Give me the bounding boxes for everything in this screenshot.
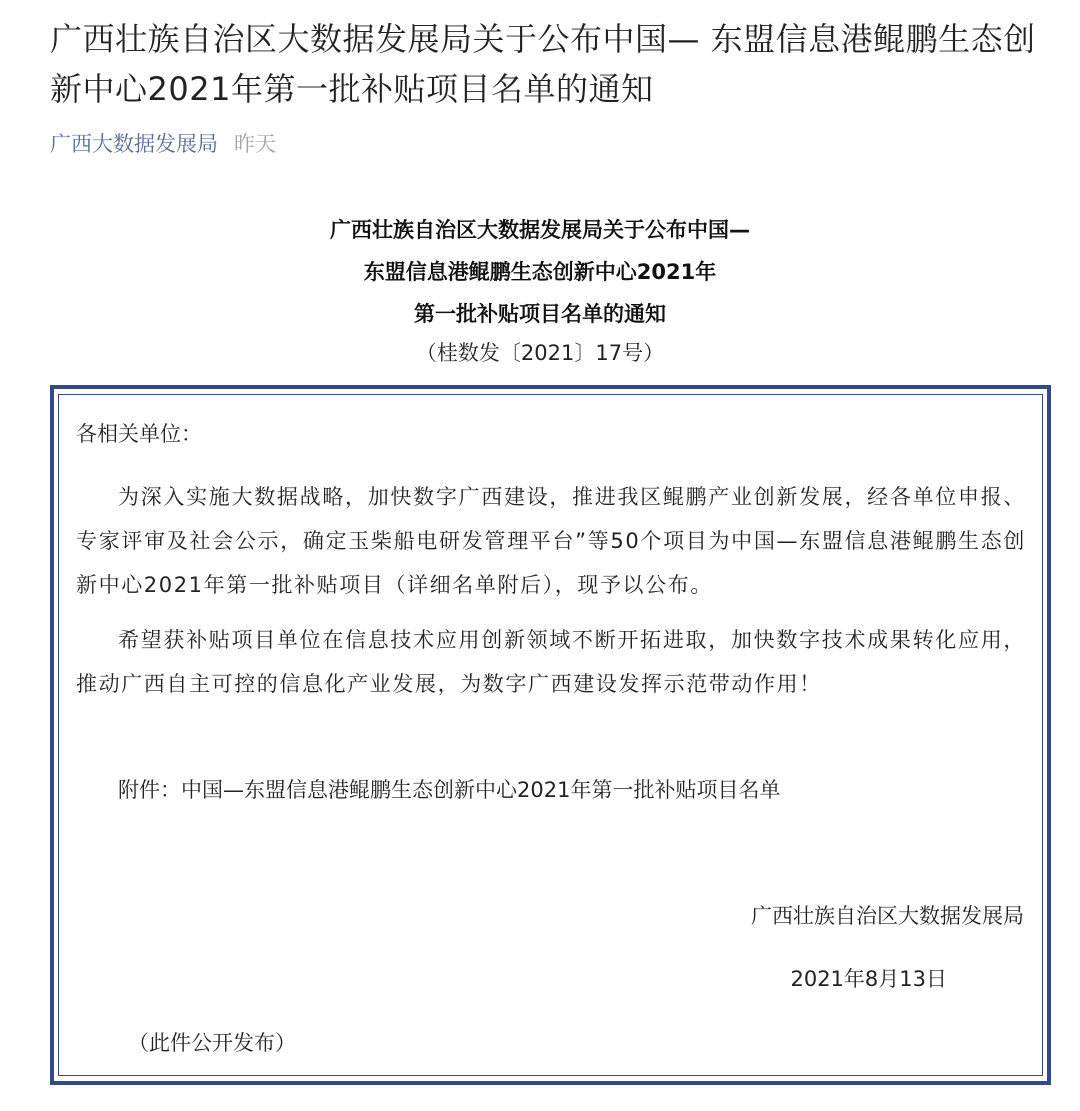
document-title-line: 第一批补贴项目名单的通知 [414, 302, 666, 326]
attachment-line: 附件：中国—东盟信息港鲲鹏生态创新中心2021年第一批补贴项目名单 [118, 778, 781, 802]
greeting: 各相关单位： [76, 422, 202, 446]
signing-date: 2021年8月13日 [790, 967, 947, 991]
author-link[interactable]: 广西大数据发展局 [50, 132, 218, 156]
body-paragraph: 为深入实施大数据战略，加快数字广西建设，推进我区鲲鹏产业创新发展，经各单位申报、专家评审及社会公示，确定玉柴船电研发管理平台”等50个项目为中国—东盟信息港鲲鹏生态创新中心2021年第一批补贴项目（详细名单附后），现予以公布。 [76, 485, 1026, 597]
body-paragraph: 希望获补贴项目单位在信息技术应用创新领域不断开拓进取，加快数字技术成果转化应用，推动广西自主可控的信息化产业发展，为数字广西建设发挥示范带动作用！ [76, 628, 1026, 696]
signer: 广西壮族自治区大数据发展局 [751, 904, 1024, 928]
document-title [0, 209, 1080, 335]
document-title-line: 东盟信息港鲲鹏生态创新中心2021年 [363, 260, 717, 284]
publish-time: 昨天 [234, 132, 276, 156]
document-number: （桂数发〔2021〕17号） [415, 341, 665, 365]
article-meta [50, 128, 276, 160]
publication-note: （此件公开发布） [128, 1031, 296, 1055]
article-title: 广西壮族自治区大数据发展局关于公布中国— 东盟信息港鲲鹏生态创新中心2021年第一批补贴项目名单的通知 [50, 20, 1036, 108]
document-title-line: 广西壮族自治区大数据发展局关于公布中国— [330, 218, 750, 242]
